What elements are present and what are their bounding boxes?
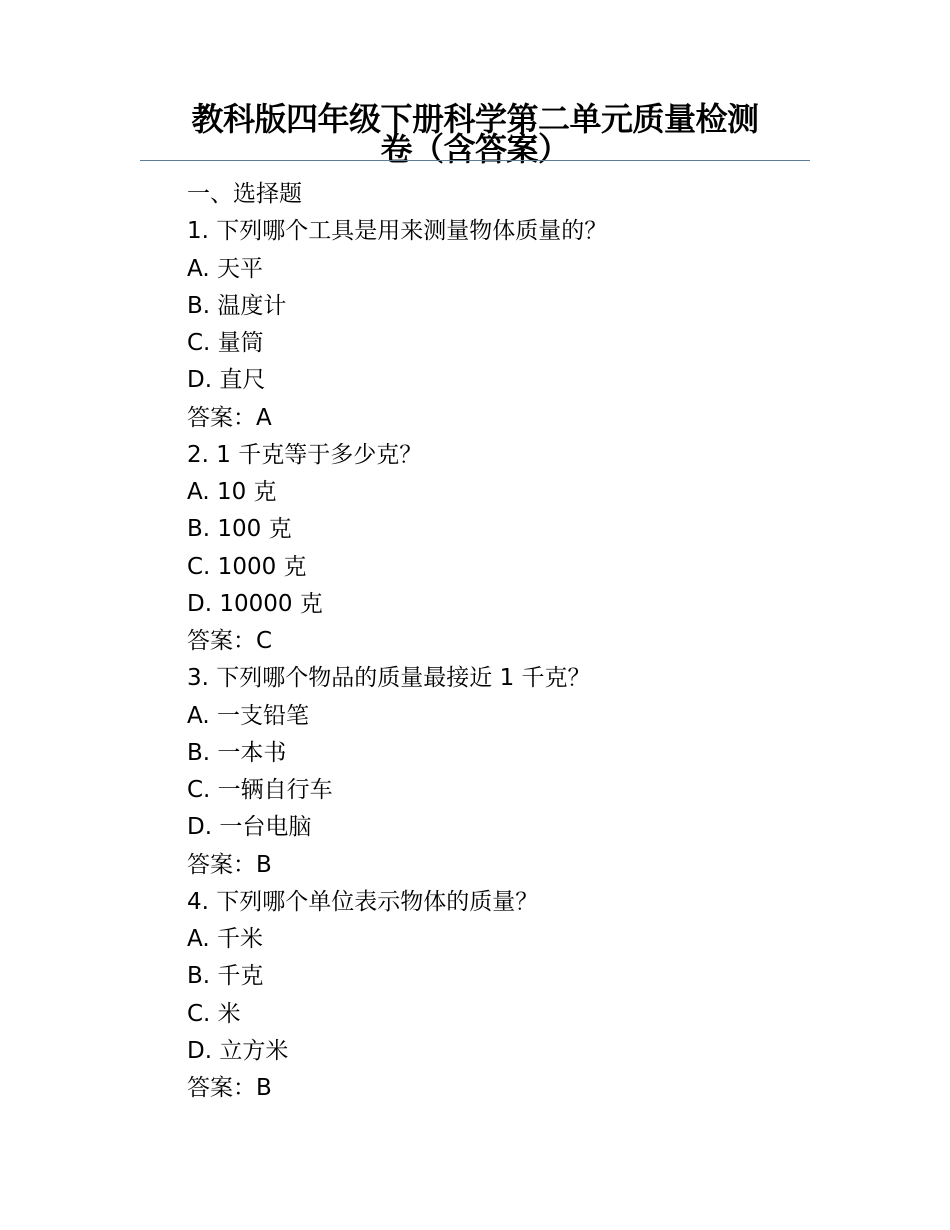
question-stem: 3. 下列哪个物品的质量最接近 1 千克？ [187,665,591,692]
section-heading: 一、选择题 [187,181,302,207]
document-body [187,176,827,1107]
answer-line: 答案：B [187,851,272,878]
option-a: A. 一支铅笔 [187,702,309,729]
option-c: C. 米 [187,1000,241,1027]
document-title [140,100,810,168]
option-a: A. 千米 [187,926,263,952]
option-d: D. 一台电脑 [187,814,312,841]
option-b: B. 温度计 [187,292,287,319]
question-stem: 4. 下列哪个单位表示物体的质量？ [187,888,539,915]
title-divider [140,160,810,161]
option-c: C. 量筒 [187,330,264,356]
option-a: A. 天平 [187,255,263,282]
option-d: D. 10000 克 [187,590,323,617]
option-c: C. 一辆自行车 [187,777,333,803]
option-d: D. 立方米 [187,1037,289,1064]
option-a: A. 10 克 [187,479,277,505]
option-b: B. 一本书 [187,739,287,766]
question-4 [187,884,827,1108]
question-3 [187,660,827,884]
option-c: C. 1000 克 [187,553,307,580]
document-title-line-2: 卷（含答案） [380,130,570,168]
option-d: D. 直尺 [187,367,266,394]
question-stem: 2. 1 千克等于多少克？ [187,441,423,468]
document-title-line-1: 教科版四年级下册科学第二单元质量检测 [191,100,759,138]
question-1 [187,213,827,437]
option-b: B. 千克 [187,963,264,990]
option-b: B. 100 克 [187,516,292,543]
question-stem: 1. 下列哪个工具是用来测量物体质量的？ [187,218,608,245]
answer-line: 答案：A [187,404,272,431]
answer-line: 答案：C [187,628,273,654]
question-2 [187,437,827,661]
answer-line: 答案：B [187,1075,272,1101]
